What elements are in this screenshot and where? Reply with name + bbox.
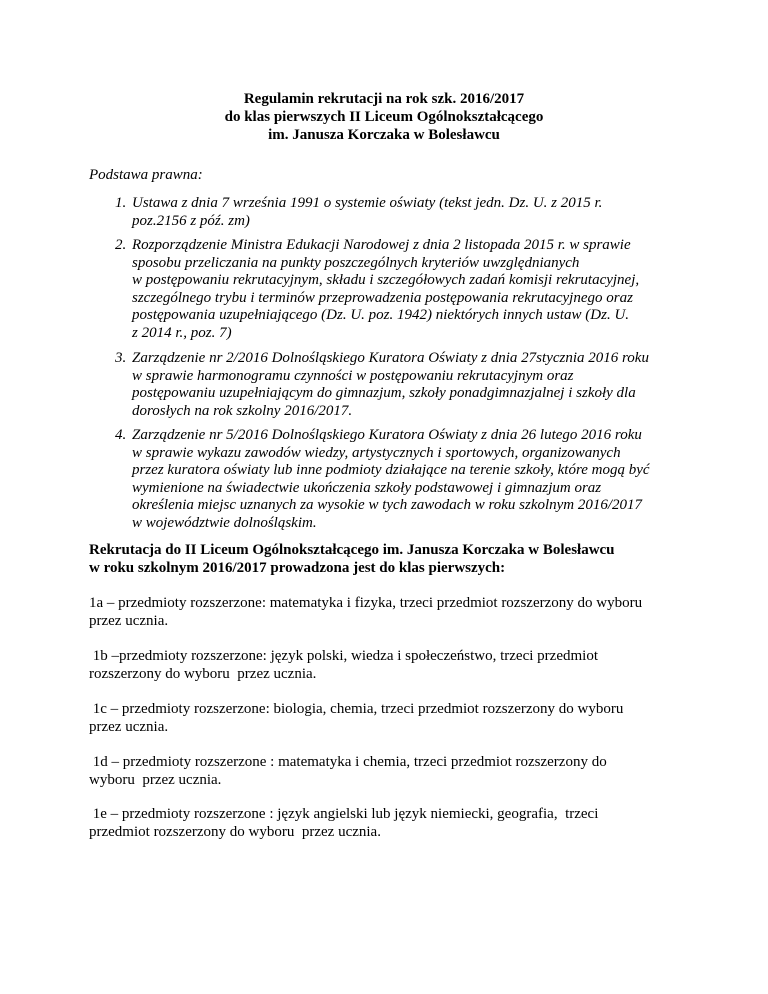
legal-item-line: Zarządzenie nr 2/2016 Dolnośląskiego Kuratora Oświaty z dnia 27stycznia 2016 roku	[132, 350, 649, 366]
document-title	[0, 90, 768, 144]
legal-basis-heading: Podstawa prawna:	[89, 167, 203, 183]
legal-item-line: sposobu przeliczania na punkty poszczególnych kryteriów uwzględnianych	[132, 254, 580, 271]
legal-item-number: 4.	[115, 427, 127, 443]
class-entry-1c	[89, 701, 689, 736]
legal-item-line: postępowaniu uzupełniającym do gimnazjum, szkoły ponadgimnazjalnej i szkoły dla	[132, 385, 636, 401]
class-entry-1d	[89, 754, 689, 789]
legal-item-line: Rozporządzenie Ministra Edukacji Narodowej z dnia 2 listopada 2015 r. w sprawie	[132, 237, 631, 253]
recruitment-heading-line: Rekrutacja do II Liceum Ogólnokształcącego im. Janusza Korczaka w Bolesławcu	[89, 542, 615, 558]
legal-item-line: w postępowaniu rekrutacyjnym, składu i szczegółowych zadań komisji rekrutacyjnej,	[132, 272, 640, 288]
class-entry-1b	[89, 648, 689, 683]
title-line-3: im. Janusza Korczaka w Bolesławcu	[268, 127, 500, 143]
legal-item-line: przez kuratora oświaty lub inne podmioty działające na terenie szkoły, które mogą być	[132, 462, 650, 478]
class-entry-line: wyboru przez ucznia.	[89, 771, 222, 788]
class-entry-line: rozszerzony do wyboru przez ucznia.	[89, 665, 317, 682]
legal-item-number: 2.	[115, 237, 127, 253]
legal-item-number: 1.	[115, 195, 127, 211]
class-entry-line: przez ucznia.	[89, 718, 169, 735]
legal-item-line: w sprawie harmonogramu czynności w postępowaniu rekrutacyjnym oraz	[132, 367, 574, 384]
legal-item-line: określenia miejsc uznanych za wysokie w tych zawodach w roku szkolnym 2016/2017	[132, 497, 643, 513]
class-entry-1e	[89, 806, 689, 841]
class-entry-line: 1c – przedmioty rozszerzone: biologia, chemia, trzeci przedmiot rozszerzony do wyboru	[89, 701, 624, 717]
class-entry-line: 1e – przedmioty rozszerzone : język angielski lub język niemiecki, geografia, trzeci	[89, 806, 599, 822]
class-entry-line: 1b –przedmioty rozszerzone: język polski, wiedza i społeczeństwo, trzeci przedmiot	[89, 648, 598, 664]
legal-item-line: szczególnego trybu i terminów przeprowadzenia postępowania rekrutacyjnego oraz	[132, 289, 633, 306]
legal-item-text	[132, 195, 692, 230]
legal-item-line: postępowania uzupełniającego (Dz. U. poz. 1942) niektórych innych ustaw (Dz. U.	[132, 307, 630, 323]
legal-item-number: 3.	[115, 350, 127, 366]
title-line-1: Regulamin rekrutacji na rok szk. 2016/2017	[243, 91, 525, 107]
legal-item-line: Ustawa z dnia 7 września 1991 o systemie oświaty (tekst jedn. Dz. U. z 2015 r.	[132, 195, 603, 211]
legal-item-text	[132, 427, 692, 532]
class-entry-1a	[89, 595, 689, 630]
legal-item-line: z 2014 r., poz. 7)	[132, 324, 232, 341]
legal-item-line: dorosłych na rok szkolny 2016/2017.	[132, 402, 353, 419]
recruitment-heading	[89, 541, 615, 577]
legal-item-line: wymienione na świadectwie ukończenia szkoły podstawowej i gimnazjum oraz	[132, 479, 602, 496]
legal-item-text	[132, 350, 692, 420]
legal-item-line: poz.2156 z póź. zm)	[132, 212, 250, 229]
class-entry-line: przedmiot rozszerzony do wyboru przez ucznia.	[89, 823, 381, 840]
legal-item-line: Zarządzenie nr 5/2016 Dolnośląskiego Kuratora Oświaty z dnia 26 lutego 2016 roku	[132, 427, 642, 443]
legal-item-line: w województwie dolnośląskim.	[132, 514, 317, 531]
title-line-2: do klas pierwszych II Liceum Ogólnokształcącego	[224, 109, 544, 125]
class-entry-line: 1a – przedmioty rozszerzone: matematyka i fizyka, trzeci przedmiot rozszerzony do wyboru	[89, 595, 643, 611]
legal-item-text	[132, 237, 692, 342]
recruitment-heading-line: w roku szkolnym 2016/2017 prowadzona jest do klas pierwszych:	[89, 560, 506, 576]
legal-item-line: w sprawie wykazu zawodów wiedzy, artystycznych i sportowych, organizowanych	[132, 444, 621, 461]
class-entry-line: 1d – przedmioty rozszerzone : matematyka i chemia, trzeci przedmiot rozszerzony do	[89, 754, 607, 770]
class-entry-line: przez ucznia.	[89, 612, 169, 629]
